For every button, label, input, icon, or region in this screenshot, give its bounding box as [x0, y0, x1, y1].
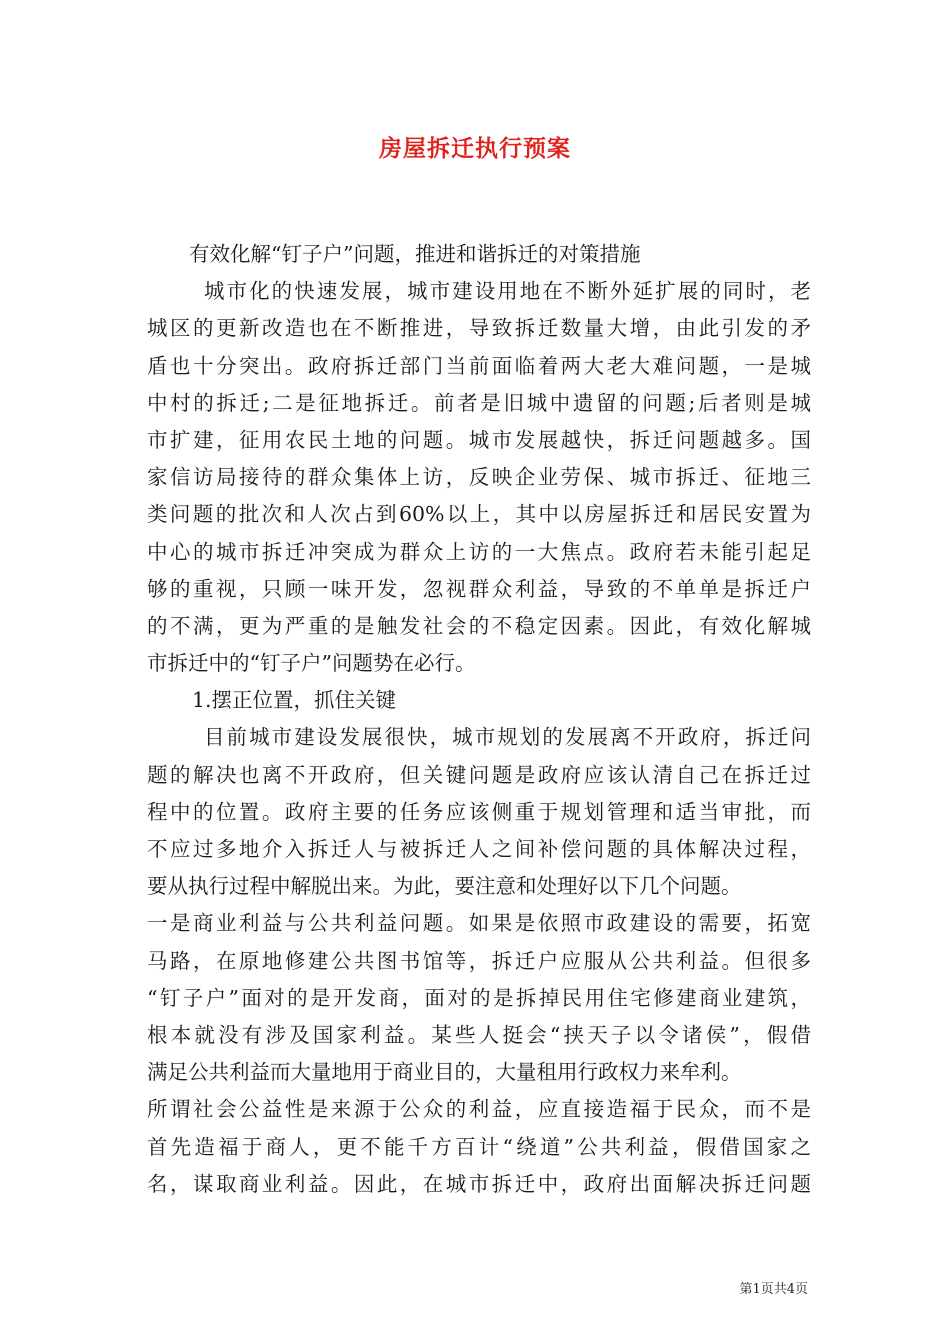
paragraph-line: 的不满，更为严重的是触发社会的不稳定因素。因此，有效化解城	[147, 613, 811, 638]
document-body	[147, 236, 811, 1203]
paragraph-line: 程中的位置。政府主要的任务应该侧重于规划管理和适当审批，而	[147, 799, 811, 824]
paragraph-line: 名，谋取商业利益。因此，在城市拆迁中，政府出面解决拆迁问题	[147, 1171, 811, 1196]
paragraph-line: “钉子户”面对的是开发商，面对的是拆掉民用住宅修建商业建筑，	[147, 985, 811, 1010]
paragraph-line: 类问题的批次和人次占到60%以上，其中以房屋拆迁和居民安置为	[147, 502, 811, 527]
paragraph-line: 马路，在原地修建公共图书馆等，拆迁户应服从公共利益。但很多	[147, 948, 811, 973]
paragraph-line: 家信访局接待的群众集体上访，反映企业劳保、城市拆迁、征地三	[147, 465, 811, 490]
paragraph-line: 根本就没有涉及国家利益。某些人挺会“挟天子以令诸侯”，假借	[147, 1022, 811, 1047]
paragraph-line: 不应过多地介入拆迁人与被拆迁人之间补偿问题的具体解决过程，	[147, 837, 811, 861]
paragraph-line: 中村的拆迁;二是征地拆迁。前者是旧城中遗留的问题;后者则是城	[147, 390, 811, 415]
paragraph-line: 要从执行过程中解脱出来。为此，要注意和处理好以下几个问题。	[147, 874, 742, 899]
paragraph-line: 市拆迁中的“钉子户”问题势在必行。	[147, 651, 476, 676]
paragraph-line: 盾也十分突出。政府拆迁部门当前面临着两大老大难问题，一是城	[147, 353, 811, 378]
paragraph-line: 目前城市建设发展很快，城市规划的发展离不开政府，拆迁问	[204, 725, 811, 750]
paragraph-line: 首先造福于商人，更不能千方百计“绕道”公共利益，假借国家之	[147, 1134, 811, 1159]
paragraph-line: 城区的更新改造也在不断推进，导致拆迁数量大增，由此引发的矛	[147, 316, 811, 341]
paragraph-line: 所谓社会公益性是来源于公众的利益，应直接造福于民众，而不是	[147, 1097, 811, 1122]
section-heading: 有效化解“钉子户”问题，推进和谐拆迁的对策措施	[189, 242, 641, 266]
paragraph-line: 够的重视，只顾一味开发，忽视群众利益，导致的不单单是拆迁户	[147, 576, 811, 601]
paragraph-line: 满足公共利益而大量地用于商业目的，大量租用行政权力来牟利。	[147, 1060, 742, 1085]
document-title: 房屋拆迁执行预案	[379, 135, 571, 162]
paragraph-line: 题的解决也离不开政府，但关键问题是政府应该认清自己在拆迁过	[147, 762, 811, 787]
paragraph-line: 市扩建，征用农民土地的问题。城市发展越快，拆迁问题越多。国	[147, 427, 811, 452]
paragraph-line: 中心的城市拆迁冲突成为群众上访的一大焦点。政府若未能引起足	[147, 539, 811, 564]
paragraph-line: 一是商业利益与公共利益问题。如果是依照市政建设的需要，拓宽	[147, 911, 811, 936]
subsection-heading: 1.摆正位置，抓住关键	[192, 688, 397, 713]
paragraph-line: 城市化的快速发展，城市建设用地在不断外延扩展的同时，老	[204, 279, 811, 304]
page-number: 第1页共4页	[739, 1282, 808, 1297]
